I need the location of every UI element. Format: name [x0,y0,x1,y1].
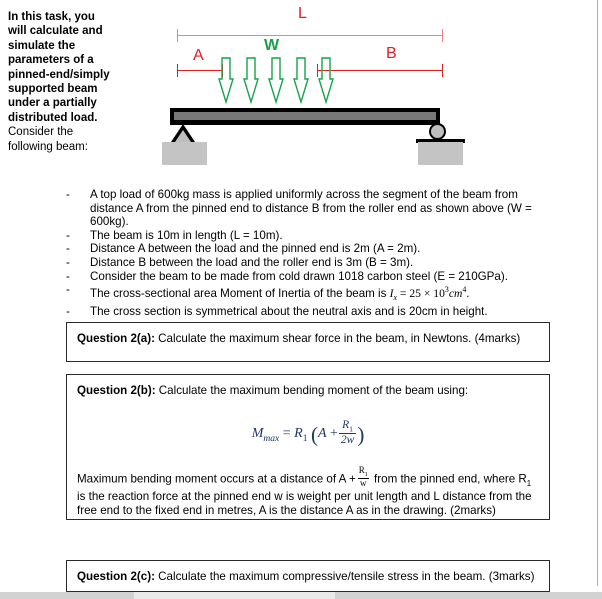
beam-diagram [150,0,510,180]
question-box-2c [66,560,550,592]
roller-support-icon [429,123,446,140]
list-item [66,270,561,284]
explanation-fraction-num-var: R [358,465,365,476]
math-variable-I: I [389,287,394,301]
load-arrow-icon [293,57,309,105]
page-bottom-band [0,592,602,599]
beam-bar-fill [174,112,436,120]
bullet-marker: - [66,255,70,269]
question-2b-text: Calculate the maximum bending moment of the beam using: [155,384,469,397]
assumptions-list [66,188,561,319]
dimension-line-L [177,35,442,36]
formula-close-paren: ) [357,422,365,447]
question-2c-text: Calculate the maximum compressive/tensile stress in the beam. (3marks) [154,570,535,583]
question-2b-body [67,375,549,526]
load-arrow-icon [218,57,234,105]
formula-inner-A: A [317,426,327,441]
bottom-band-segment-left [0,592,134,599]
formula-fraction [339,419,356,447]
question-box-2b [66,374,550,520]
pinned-support-plinth [162,142,207,165]
list-item [66,188,561,229]
question-2a-body [67,323,549,354]
page-right-edge-rule [597,0,598,586]
dimension-tick-L-left [177,29,178,42]
bullet-text: Consider the beam to be made from cold drawn 1018 carbon steel (E = 210GPa). [90,269,508,283]
bullet-marker: - [66,283,70,297]
list-item [66,256,561,270]
formula-fraction-num-subscript: 1 [349,423,354,433]
explanation-fraction-numerator [358,466,369,478]
explanation-part2: from the pinned end, where R [370,471,527,485]
bullet-text: Distance A between the load and the pinned end is 2m (A = 2m). [90,242,421,256]
math-unit-exponent-4: 4 [462,285,467,295]
roller-support-plinth [418,142,463,165]
pinned-support-inner [175,130,191,142]
load-arrow-icon [268,57,284,105]
math-subscript-x: x [393,293,398,303]
question-2c-body [67,561,549,592]
bullet-text: The cross section is symmetrical about the neutral axis and is 20cm in height. [90,304,488,318]
bullet-marker: - [66,242,70,256]
dimension-tick-B-right [442,64,443,77]
intro-normal-text: Consider the following beam: [8,126,88,153]
list-item [66,283,561,305]
explanation-fraction [358,466,369,489]
formula-fraction-numerator [339,419,356,434]
explanation-fraction-denominator: w [358,478,369,488]
formula-fraction-num-var: R [342,418,350,431]
explanation-subscript-1: 1 [526,478,532,488]
dimension-label-L: L [298,5,307,22]
formula-open-paren: ( [310,422,318,447]
formula-equals: = [282,426,291,441]
intro-bold-text: In this task, you will calculate and simulate the parameters of a pinned-end/simply supported beam under a partially distributed load. [8,11,110,124]
bullet-text-suffix: . [466,287,470,301]
formula-plus: + [330,426,338,441]
dimension-label-B: B [386,45,397,62]
dimension-line-A [177,70,222,71]
dimension-line-B [317,70,442,71]
question-2a-label: Question 2(a): [77,332,155,345]
intro-paragraph [8,10,112,154]
bullet-text: The beam is 10m in length (L = 10m). [90,228,283,242]
dimension-tick-L-right [442,29,443,42]
bending-moment-formula [77,420,539,448]
bullet-text: A top load of 600kg mass is applied uniformly across the segment of the beam from distance A from the pinned end to distance B from the roller end as shown above (W = 600kg). [90,188,532,229]
list-item [66,242,561,256]
formula-explanation [77,465,539,519]
math-equals-value: = 25 × 10 [397,287,445,301]
load-arrow-icon [318,57,334,105]
explanation-part1: Maximum bending moment occurs at a distance of A + [77,471,356,485]
dimension-label-A: A [193,47,204,64]
list-item [66,229,561,243]
bullet-text-prefix: The cross-sectional area Moment of Inertia of the beam is [90,287,390,301]
load-label-W: W [264,37,280,54]
beam-bar [170,108,440,125]
explanation-fraction-num-subscript: 1 [364,472,368,478]
question-2b-label: Question 2(b): [77,384,156,397]
math-unit-cm: cm [448,287,463,301]
formula-lhs-subscript-max: max [263,433,280,444]
formula-R1-subscript: 1 [302,433,308,444]
bullet-marker: - [66,188,70,201]
formula-R1-var: R [294,426,303,441]
question-2a-text: Calculate the maximum shear force in the beam, in Newtons. (4marks) [154,332,521,345]
question-2c-label: Question 2(c): [77,570,155,583]
bullet-marker: - [66,228,70,242]
load-arrow-icon [243,57,259,105]
dimension-tick-A-left [177,64,178,77]
formula-fraction-denominator: 2w [340,434,355,447]
bullet-marker: - [66,269,70,283]
list-item [66,305,561,319]
question-2b-heading [77,384,539,398]
bullet-text-moment-of-inertia [90,283,561,305]
formula-lhs-M: M [251,426,264,441]
bullet-marker: - [66,304,70,318]
bullet-text: Distance B between the load and the roller end is 3m (B = 3m). [90,255,414,269]
math-exponent-3: 3 [444,285,449,295]
bottom-band-segment-right [335,592,602,599]
question-box-2a [66,322,550,362]
explanation-part3: is the reaction force at the pinned end w is weight per unit length and L distance from the free end to the fixed end in metres, A is the distance A as in the drawing. (2marks) [77,490,532,518]
